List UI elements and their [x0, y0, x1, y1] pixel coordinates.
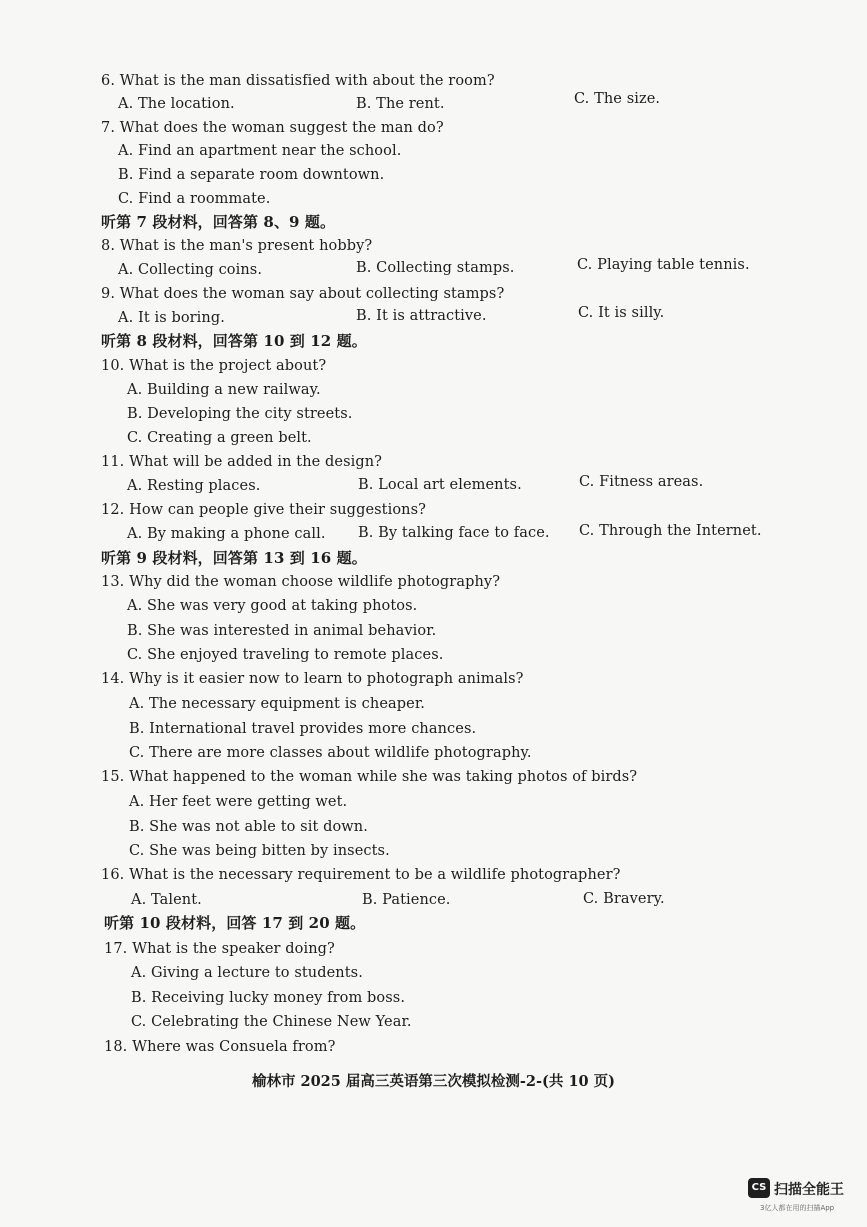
question-16: 16. What is the necessary requirement to be a wildlife photographer? [101, 867, 621, 883]
option-7b: B. Find a separate room downtown. [118, 167, 385, 183]
option-11a: A. Resting places. [127, 478, 261, 494]
option-10b: B. Developing the city streets. [127, 406, 353, 422]
section-heading-9: 听第 9 段材料，回答第 13 到 16 题。 [101, 549, 367, 567]
question-6: 6. What is the man dissatisfied with about the room? [101, 73, 495, 89]
option-16b: B. Patience. [362, 892, 451, 908]
page-footer: 榆林市 2025 届高三英语第三次模拟检测-2-(共 10 页) [251, 1073, 616, 1090]
option-9a: A. It is boring. [118, 310, 225, 326]
section-heading-7: 听第 7 段材料，回答第 8、9 题。 [101, 213, 336, 231]
option-7c: C. Find a roommate. [118, 191, 271, 207]
question-10: 10. What is the project about? [101, 358, 327, 374]
question-15: 15. What happened to the woman while she was taking photos of birds? [101, 769, 638, 785]
question-13: 13. Why did the woman choose wildlife photography? [101, 574, 501, 590]
section-heading-10: 听第 10 段材料，回答 17 到 20 题。 [104, 914, 366, 932]
option-13c: C. She enjoyed traveling to remote places. [127, 647, 444, 663]
option-15a: A. Her feet were getting wet. [129, 794, 348, 810]
option-8b: B. Collecting stamps. [356, 260, 515, 276]
option-10c: C. Creating a green belt. [127, 430, 312, 446]
option-14a: A. The necessary equipment is cheaper. [129, 696, 425, 712]
option-8a: A. Collecting coins. [118, 262, 263, 278]
question-12: 12. How can people give their suggestions? [101, 502, 427, 518]
camscanner-tagline: 3亿人都在用的扫描App [760, 1204, 835, 1212]
option-6c: C. The size. [574, 91, 661, 107]
option-16a: A. Talent. [131, 892, 202, 908]
section-heading-8: 听第 8 段材料，回答第 10 到 12 题。 [101, 332, 367, 350]
option-6b: B. The rent. [356, 96, 445, 112]
option-12b: B. By talking face to face. [358, 525, 550, 541]
option-14b: B. International travel provides more chances. [129, 721, 477, 737]
option-7a: A. Find an apartment near the school. [118, 143, 402, 159]
option-11b: B. Local art elements. [358, 477, 522, 493]
option-13b: B. She was interested in animal behavior. [127, 623, 437, 639]
question-11: 11. What will be added in the design? [101, 454, 383, 470]
camscanner-brand-name: 扫描全能王 [774, 1182, 844, 1198]
option-11c: C. Fitness areas. [579, 474, 704, 490]
option-12a: A. By making a phone call. [127, 526, 326, 542]
option-15c: C. She was being bitten by insects. [129, 843, 390, 859]
question-7: 7. What does the woman suggest the man do? [101, 120, 444, 136]
question-9: 9. What does the woman say about collecting stamps? [101, 286, 505, 302]
option-13a: A. She was very good at taking photos. [127, 598, 418, 614]
option-12c: C. Through the Internet. [579, 523, 762, 539]
option-14c: C. There are more classes about wildlife photography. [129, 745, 532, 761]
question-18: 18. Where was Consuela from? [104, 1039, 336, 1055]
question-8: 8. What is the man's present hobby? [101, 238, 373, 254]
option-9b: B. It is attractive. [356, 308, 487, 324]
camscanner-logo-icon: CS [748, 1178, 770, 1198]
option-17b: B. Receiving lucky money from boss. [131, 990, 406, 1006]
question-17: 17. What is the speaker doing? [104, 941, 335, 957]
option-15b: B. She was not able to sit down. [129, 819, 368, 835]
option-17c: C. Celebrating the Chinese New Year. [131, 1014, 412, 1030]
option-8c: C. Playing table tennis. [577, 257, 750, 273]
option-17a: A. Giving a lecture to students. [131, 965, 363, 981]
option-10a: A. Building a new railway. [127, 382, 321, 398]
option-9c: C. It is silly. [578, 305, 665, 321]
option-6a: A. The location. [118, 96, 235, 112]
option-16c: C. Bravery. [583, 891, 665, 907]
question-14: 14. Why is it easier now to learn to photograph animals? [101, 671, 524, 687]
